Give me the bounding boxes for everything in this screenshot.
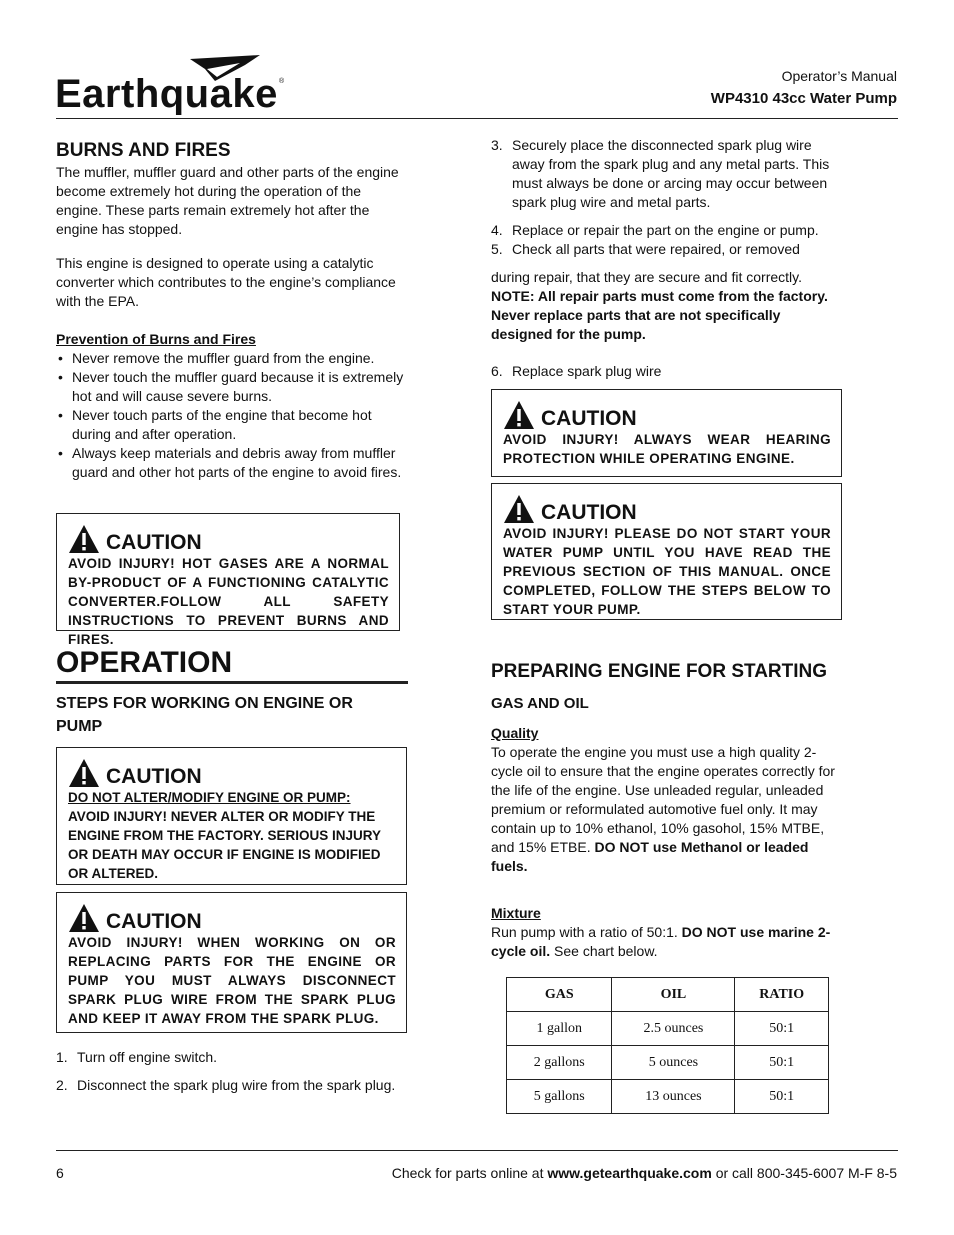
footer-contact: Check for parts online at www.getearthquake.com or call 800-345-6007 M-F 8-5 bbox=[391, 1165, 897, 1181]
warning-icon bbox=[503, 494, 535, 524]
warning-icon bbox=[68, 758, 100, 788]
burns-title: BURNS AND FIRES bbox=[56, 140, 231, 161]
earthquake-logo bbox=[55, 55, 290, 115]
table-header: GAS bbox=[507, 978, 612, 1012]
header-divider bbox=[56, 118, 898, 119]
right-column-bottom bbox=[491, 660, 841, 961]
prevention-list bbox=[56, 349, 406, 482]
table-cell: 1 gallon bbox=[507, 1012, 612, 1046]
table-cell: 5 gallons bbox=[507, 1080, 612, 1114]
steps-heading-block bbox=[56, 692, 386, 738]
caution-text: AVOID INJURY! WHEN WORKING ON OR REPLACING PARTS FOR THE ENGINE OR PUMP YOU MUST ALWAYS DISCONNECT SPARK PLUG WIRE FROM THE SPARK PLUG AND KEEP IT AWAY FROM THE SPARK PLUG. bbox=[68, 935, 396, 1026]
table-row bbox=[507, 1012, 829, 1046]
table-cell: 5 ounces bbox=[612, 1046, 735, 1080]
mixture-heading: Mixture bbox=[491, 905, 541, 921]
list-item: • Always keep materials and debris away from muffler guard and other hot parts of the engine to avoid fires. bbox=[56, 444, 406, 482]
steps-list-left bbox=[56, 1048, 416, 1095]
svg-text:®: ® bbox=[279, 78, 285, 85]
mixture-text: Run pump with a ratio of 50:1. DO NOT use marine 2-cycle oil. See chart below. bbox=[491, 924, 831, 959]
left-column bbox=[56, 139, 406, 482]
document-type: Operator’s Manual bbox=[781, 68, 897, 84]
caution-title: CAUTION bbox=[541, 407, 637, 430]
warning-icon bbox=[503, 400, 535, 430]
gas-oil-title: GAS AND OIL bbox=[491, 695, 589, 712]
table-cell: 50:1 bbox=[735, 1012, 829, 1046]
logo-text: Earthquake bbox=[55, 72, 278, 115]
caution-subhead: DO NOT ALTER/MODIFY ENGINE OR PUMP: bbox=[68, 790, 351, 805]
caution-title: CAUTION bbox=[106, 910, 202, 933]
header-titles bbox=[711, 68, 897, 109]
list-item: • Never touch parts of the engine that become hot during and after operation. bbox=[56, 406, 406, 444]
table-cell: 2.5 ounces bbox=[612, 1012, 735, 1046]
right-column-top bbox=[491, 136, 841, 381]
quality-heading: Quality bbox=[491, 725, 539, 741]
prevention-heading: Prevention of Burns and Fires bbox=[56, 331, 256, 347]
caution-text: AVOID INJURY! HOT GASES ARE A NORMAL BY-PRODUCT OF A FUNCTIONING CATALYTIC CONVERTER.FOLLOW ALL SAFETY INSTRUCTIONS TO PREVENT BURNS AND FIRES. bbox=[68, 556, 389, 647]
quality-text: To operate the engine you must use a high quality 2-cycle oil to ensure that the engine operates correctly for the life of the engine. Use unleaded regular, unleaded premium or reformulated automotive fuel only. It may contain up to 10% ethanol, 10% gasohol, 15% MTBE, and 15% ETBE. DO NOT use Methanol or leaded fuels. bbox=[491, 744, 835, 874]
burns-paragraph-1: The muffler, muffler guard and other parts of the engine become extremely hot during the operation of the engine. These parts remain extremely hot after the engine has stopped. bbox=[56, 164, 399, 237]
list-item: 3. Securely place the disconnected spark plug wire away from the spark plug and any metal parts. This must always be done or arcing may occur between spark plug wire and metal parts. bbox=[491, 137, 830, 210]
list-item: 4. Replace or repair the part on the engine or pump. bbox=[491, 222, 819, 238]
prep-title: PREPARING ENGINE FOR STARTING bbox=[491, 661, 828, 682]
table-cell: 13 ounces bbox=[612, 1080, 735, 1114]
caution-box-disconnect bbox=[56, 892, 407, 1033]
model-title: WP4310 43cc Water Pump bbox=[710, 90, 897, 107]
website-link[interactable]: www.getearthquake.com bbox=[547, 1165, 712, 1181]
caution-title: CAUTION bbox=[541, 501, 637, 524]
list-item: 5. Check all parts that were repaired, or removed bbox=[491, 241, 800, 257]
steps-title: STEPS FOR WORKING ON ENGINE OR PUMP bbox=[56, 695, 353, 735]
caution-box-no-modify bbox=[56, 747, 407, 885]
continuation-text: during repair, that they are secure and fit correctly. bbox=[491, 269, 803, 285]
caution-text: AVOID INJURY! PLEASE DO NOT START YOUR WATER PUMP UNTIL YOU HAVE READ THE PREVIOUS SECTION OF THIS MANUAL. ONCE COMPLETED, FOLLOW THE STEPS BELOW TO START YOUR PUMP. bbox=[503, 526, 831, 617]
list-item: • Never remove the muffler guard from the engine. bbox=[56, 349, 406, 368]
page-number: 6 bbox=[56, 1165, 64, 1181]
list-item: 6. Replace spark plug wire bbox=[491, 363, 662, 379]
table-cell: 50:1 bbox=[735, 1080, 829, 1114]
operation-underline bbox=[56, 681, 408, 684]
caution-text: AVOID INJURY! NEVER ALTER OR MODIFY THE ENGINE FROM THE FACTORY. SERIOUS INJURY OR DEATH MAY OCCUR IF ENGINE IS MODIFIED OR ALTERED. bbox=[68, 809, 381, 881]
caution-text: AVOID INJURY! ALWAYS WEAR HEARING PROTECTION WHILE OPERATING ENGINE. bbox=[503, 432, 831, 466]
table-row bbox=[507, 1046, 829, 1080]
caution-box-hearing bbox=[491, 389, 842, 477]
repair-note: NOTE: All repair parts must come from the factory. Never replace parts that are not specifically designed for the pump. bbox=[491, 288, 828, 342]
caution-title: CAUTION bbox=[106, 765, 202, 788]
caution-box-read-manual bbox=[491, 483, 842, 620]
list-item: 1. Turn off engine switch. bbox=[56, 1049, 218, 1065]
table-header-row bbox=[507, 978, 829, 1012]
table-cell: 2 gallons bbox=[507, 1046, 612, 1080]
operation-title: OPERATION bbox=[56, 646, 233, 679]
caution-box-hot-gases bbox=[56, 513, 400, 647]
list-item: • Never touch the muffler guard because it is extremely hot and will cause severe burns. bbox=[56, 368, 406, 406]
table-header: RATIO bbox=[735, 978, 829, 1012]
warning-icon bbox=[68, 524, 100, 554]
warning-icon bbox=[68, 903, 100, 933]
table-header: OIL bbox=[612, 978, 735, 1012]
table-row bbox=[507, 1080, 829, 1114]
table-cell: 50:1 bbox=[735, 1046, 829, 1080]
burns-paragraph-2: This engine is designed to operate using a catalytic converter which contributes to the engine’s compliance with the EPA. bbox=[56, 255, 396, 309]
mixture-table bbox=[506, 977, 829, 1114]
list-item: 2. Disconnect the spark plug wire from the spark plug. bbox=[56, 1077, 396, 1093]
footer-divider bbox=[56, 1150, 898, 1151]
caution-title: CAUTION bbox=[106, 531, 202, 554]
